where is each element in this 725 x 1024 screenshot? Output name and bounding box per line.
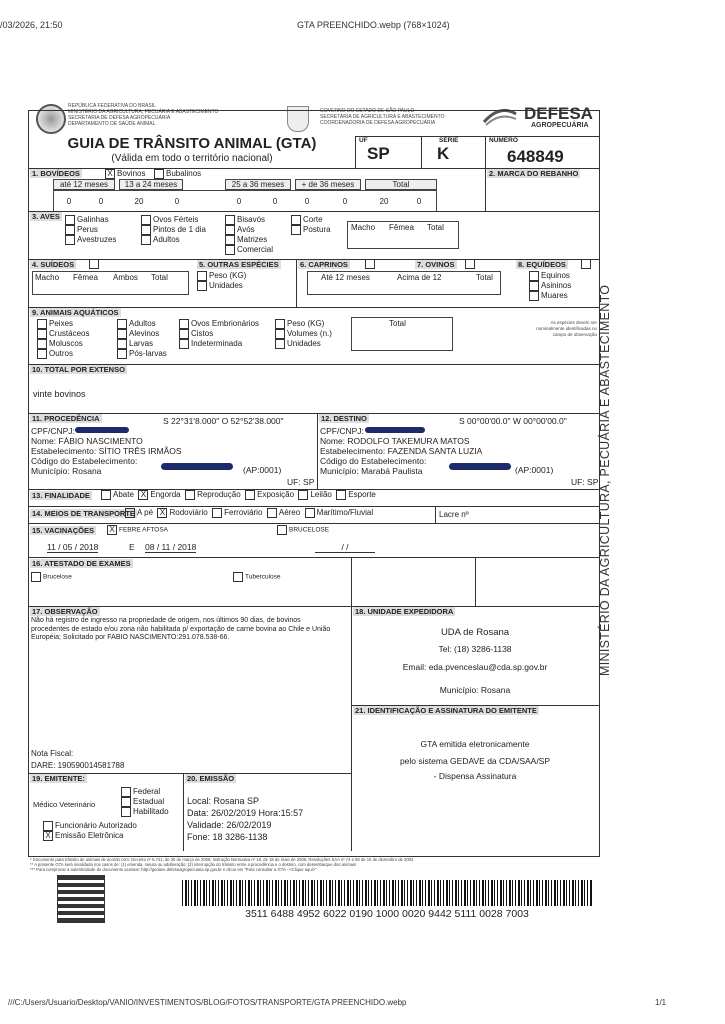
redacted-code-dest <box>449 463 511 470</box>
redacted-cpf-origin <box>75 427 129 433</box>
s3-galinhas: Galinhas <box>77 215 109 225</box>
s11-municipio: Município: Rosana <box>31 466 102 476</box>
s1-age-3: + de 36 meses <box>295 179 361 190</box>
s4-macho: Macho <box>35 273 60 282</box>
s9-total: Total <box>389 319 406 328</box>
footnote-2: ** A presente GTA será invalidada nos casos de: (1) emenda, rasura ou adulteração; (2) interrupção do trânsito entre a procedência e o destino, com desembarque dos animais <box>30 862 357 867</box>
s10-value: vinte bovinos <box>33 389 86 399</box>
print-file-path: ///C:/Users/Usuario/Desktop/VANIO/INVESTIMENTOS/BLOG/FOTOS/TRANSPORTE/GTA PREENCHIDO.webp <box>8 998 407 1007</box>
s19-emissao: Emissão Eletrônica <box>55 831 124 841</box>
redacted-code-origin <box>161 463 233 470</box>
s2-title: 2. MARCA DO REBANHO <box>489 169 579 178</box>
s3-corte: Corte <box>303 215 323 225</box>
s5-unidades: Unidades <box>209 281 243 291</box>
header-federal: REPÚBLICA FEDERATIVA DO BRASIL MINISTÉRIO DA AGRICULTURA, PECUÁRIA E ABASTECIMENTO SECRETARIA DE DEFESA AGROPECUÁRIA DEPARTAMENTO DE SAÚDE ANIMAL <box>68 103 219 127</box>
s9-cistos: Cistos <box>191 329 214 339</box>
side-ministry-text: MINISTÉRIO DA AGRICULTURA, PECUÁRIA E ABASTECIMENTO <box>598 284 612 676</box>
s4-title: 4. SUÍDEOS <box>32 260 75 269</box>
s15-title: 15. VACINAÇÕES <box>32 526 94 535</box>
s13-exposicao: Exposição <box>257 490 295 500</box>
s3-perus: Perus <box>77 225 98 235</box>
s1-value-2: 20 <box>134 197 144 206</box>
serie-value: K <box>437 144 450 163</box>
s17-title: 17. OBSERVAÇÃO <box>32 607 98 616</box>
s11-coords: S 22°31'8.000" O 52°52'38.000" <box>163 416 284 426</box>
print-file-title: GTA PREENCHIDO.webp (768×1024) <box>297 20 450 30</box>
s8-equinos: Equinos <box>541 271 570 281</box>
s11-cpf: CPF/CNPJ: <box>31 426 75 436</box>
s11-ap: (AP:0001) <box>243 465 282 475</box>
s19-federal: Federal <box>133 787 161 797</box>
s9-peixes: Peixes <box>49 319 74 329</box>
s10-title: 10. TOTAL POR EXTENSO <box>32 365 125 374</box>
s13-leilao: Leilão <box>310 490 332 500</box>
s15-date2: 08 / 11 / 2018 <box>145 542 197 552</box>
s14-title: 14. MEIOS DE TRANSPORTE <box>32 509 135 518</box>
s9-pos-larvas: Pós-larvas <box>129 349 167 359</box>
s18-title: 18. UNIDADE EXPEDIDORA <box>355 607 454 616</box>
s15-febre-aftosa: FEBRE AFTOSA <box>119 526 169 534</box>
s9-title: 9. ANIMAIS AQUÁTICOS <box>32 308 119 317</box>
s1-value-9: 0 <box>416 197 422 206</box>
s20-validade: Validade: 26/02/2019 <box>187 820 272 830</box>
s13-abate: Abate <box>113 490 134 500</box>
s15-brucelose: BRUCELOSE <box>289 526 330 534</box>
s1-value-5: 0 <box>272 197 278 206</box>
s8-title: 8. EQUÍDEOS <box>518 260 566 269</box>
s9-moluscos: Moluscos <box>49 339 83 349</box>
s3-avestruzes: Avestruzes <box>77 235 117 245</box>
s14-aereo: Aéreo <box>278 508 301 518</box>
s5-peso: Peso (KG) <box>209 271 247 281</box>
s5-title: 5. OUTRAS ESPÉCIES <box>199 260 279 269</box>
s19-title: 19. EMITENTE: <box>32 774 85 783</box>
s3-bisavos: Bisavós <box>237 215 266 225</box>
s3-adultos: Adultos <box>153 235 180 245</box>
s17-nota: Nota Fiscal: <box>31 749 74 758</box>
s3-title: 3. AVES <box>32 212 60 221</box>
s6-ate-12: Até 12 meses <box>321 273 370 282</box>
s1-value-6: 0 <box>304 197 310 206</box>
numero-label: NÚMERO <box>489 137 518 144</box>
s1-age-1: 13 a 24 meses <box>119 179 183 190</box>
s9-larvas: Larvas <box>129 339 154 349</box>
s1-value-1: 0 <box>98 197 104 206</box>
s9-note: As espécies devem ser nominalmente identificadas no campo de observação <box>536 320 597 337</box>
s1-bubalinos: Bubalinos <box>154 169 201 179</box>
s14-a-pe: A pé <box>137 508 154 518</box>
s13-reproducao: Reprodução <box>197 490 241 500</box>
s1-value-0: 0 <box>66 197 72 206</box>
s4-ambos: Ambos <box>113 273 138 282</box>
s8-asininos: Asininos <box>541 281 572 291</box>
uf-value: SP <box>367 144 390 163</box>
s13-title: 13. FINALIDADE <box>32 491 90 500</box>
s11-nome: Nome: FÁBIO NASCIMENTO <box>31 436 143 446</box>
gta-form: GUIA DE TRÂNSITO ANIMAL (GTA) (Válida em todo o território nacional) UF SP SÉRIE K NÚMERO 648849 1. BOVÍDEOS X Bovinos Bubalinos até 12 meses 13 a 24 meses 25 a 36 meses + de 36 meses Total 0 0 20 0 0 0 0 0 20 0 2. MARCA DO REBANHO 3. AVES Galinhas Perus Avestruzes Ovos Férteis Pintos de 1 dia Adultos Bisavós Avós Matrizes Comercial Corte Postura Macho Fêmea Total 4. SUÍDEOS Macho Fêmea Ambos Total 5. OUTRAS ESPÉCIES Peso (KG) Unidades 6. CAPRINOS Até 12 meses Acima de 12 Total 7. OVINOS 8. EQUÍDEOS Equinos Asininos Muares 9. ANIMAIS AQUÁTICOS Peixes Crustáceos Moluscos Outros Adultos Alevinos Larvas Pós-larvas Ovos Embrionários Cistos Indeterminada Peso (KG) Volumes (n.) Unidades Total As espécies devem ser nominalmente identificadas no campo de observação 10. TOTAL POR EXTENSO vinte bovinos 11. PROCEDÊNCIA S 22°31'8.000" O 52°52'38.000" CPF/CNPJ: Nome: FÁBIO NASCIMENTO Estabelecimento: SÍTIO TRÊS IRMÃOS Código do Estabelecimento: Município: Rosana (AP:0001) UF: SP 12. DESTINO S 00°00'00.0" W 00°00'00.0" CPF/CNPJ: Nome: RODOLFO TAKEMURA MATOS Estabelecimento: FAZENDA SANTA LUZIA Código do Estabelecimento: Município: Marabá Paulista (AP:0001) UF: SP 13. FINALIDADE Abate X Engorda Reprodução Exposição Leilão Esporte 14. MEIOS DE TRANSPORTE A pé X Rodoviário Ferroviário Aéreo Marítimo/Fluvial Lacre nº 15. VACINAÇÕES X FEBRE AFTOSA BRUCELOSE 11 / 05 / 2018 E 08 / 11 / 2018 / / 16. ATESTADO DE EXAMES Brucelose Tuberculose 17. OBSERVAÇÃO Não há registro de ingresso na propriedade de origem, nos últimos 90 dias, de bovinos procedentes de estado e/ou zona não habilitada p/ exportação de carne bovina ao Chile e União Européia; Solicitado por FABIO NASCIMENTO:291.078.538-66. Nota Fiscal: DARE: 190590014581788 18. UNIDADE EXPEDIDORA UDA de Rosana Tel: (18) 3286-1138 Email: eda.pvenceslau@cda.sp.gov.br Município: Rosana 21. IDENTIFICAÇÃO E ASSINATURA DO EMITENTE GTA emitida eletronicamente pelo sistema GEDAVE da CDA/SAA/SP - Dispensa Assinatura 19. EMITENTE: Médico Veterinário Federal Estadual Habilitado Funcionário Autorizado X Emissão Eletrônica 20. EMISSÃO Local: Rosana SP Data: 26/02/2019 Hora:15:57 Validade: 26/02/2019 Fone: 18 3286-1138 <box>28 110 600 857</box>
s17-text: Não há registro de ingresso na propriedade de origem, nos últimos 90 dias, de bovinos procedentes de estado e/ou zona não habilitada p/ exportação de carne bovina ao Chile e União Européia; Solicitado por FABIO NASCIMENTO:291.078.538-66. <box>31 617 331 641</box>
s13-esporte: Esporte <box>348 490 376 500</box>
numero-value: 648849 <box>507 147 564 166</box>
s12-cpf: CPF/CNPJ: <box>320 426 364 436</box>
header-state: GOVERNO DO ESTADO DE SÃO PAULO SECRETARIA DE AGRICULTURA E ABASTECIMENTO COORDENADORIA DE DEFESA AGROPECUÁRIA <box>320 108 445 126</box>
s8-muares: Muares <box>541 291 568 301</box>
s20-data: Data: 26/02/2019 Hora:15:57 <box>187 808 304 818</box>
s20-local: Local: Rosana SP <box>187 796 260 806</box>
s18-email: Email: eda.pvenceslau@cda.sp.gov.br <box>402 662 548 672</box>
s9-ovos: Ovos Embrionários <box>191 319 260 329</box>
s14-rodoviario: Rodoviário <box>169 508 208 518</box>
defesa-logo-sub: AGROPECUÁRIA <box>531 122 589 129</box>
s20-title: 20. EMISSÃO <box>187 774 235 783</box>
s12-uf: UF: SP <box>571 477 599 487</box>
s9-indeterminada: Indeterminada <box>191 339 243 349</box>
form-subtitle: (Válida em todo o território nacional) <box>111 153 273 164</box>
s12-ap: (AP:0001) <box>515 465 554 475</box>
s13-engorda: Engorda <box>150 490 181 500</box>
s1-value-4: 0 <box>236 197 242 206</box>
s15-date1: 11 / 05 / 2018 <box>47 542 99 552</box>
footnote-3: *** Para comprovar a autenticidade do documento acessar: http://gedave.defesaagropecuaria.sp.gov.br e clicar em "Para consultar a GTA - <Clique aqui>" <box>30 867 317 872</box>
s21-line2: pelo sistema GEDAVE da CDA/SAA/SP <box>399 756 551 766</box>
s3-comercial: Comercial <box>237 245 274 255</box>
s21-line1: GTA emitida eletronicamente <box>420 739 530 749</box>
s19-habilitado: Habilitado <box>133 807 169 817</box>
s3-postura: Postura <box>303 225 331 235</box>
s1-value-7: 0 <box>342 197 348 206</box>
s11-estab: Estabelecimento: SÍTIO TRÊS IRMÃOS <box>31 446 182 456</box>
s15-date3: / / <box>315 542 375 553</box>
s4-femea: Fêmea <box>73 273 98 282</box>
s9-volumes: Volumes (n.) <box>287 329 332 339</box>
s19-medico: Médico Veterinário <box>33 800 96 809</box>
s6-total: Total <box>476 273 493 282</box>
s1-age-4: Total <box>365 179 437 190</box>
s3-matrizes: Matrizes <box>237 235 268 245</box>
form-title: GUIA DE TRÂNSITO ANIMAL (GTA) <box>67 135 317 152</box>
s18-municipio: Município: Rosana <box>439 685 511 695</box>
s6-acima-12: Acima de 12 <box>397 273 442 282</box>
s1-age-0: até 12 meses <box>53 179 115 190</box>
s3-macho: Macho <box>351 223 376 232</box>
s1-value-8: 20 <box>379 197 389 206</box>
footnote-1: * Documento para trânsito de animais de acordo com: Decreto nº 5.741, de 30 de março de 2006; Instrução Normativa nº 18, de 18 de maio de 2006; Resoluções SAA nº 74 e 80 de 15 de dezembro de 2002 <box>30 857 414 862</box>
s1-value-3: 0 <box>174 197 180 206</box>
s12-nome: Nome: RODOLFO TAKEMURA MATOS <box>320 436 470 446</box>
s21-title: 21. IDENTIFICAÇÃO E ASSINATURA DO EMITENTE <box>355 706 537 715</box>
s9-unidades: Unidades <box>287 339 321 349</box>
s3-pintos: Pintos de 1 dia <box>153 225 206 235</box>
s12-codigo: Código do Estabelecimento: <box>320 456 427 466</box>
barcode-icon <box>182 880 592 906</box>
s14-lacre: Lacre nº <box>439 510 469 519</box>
s1-age-2: 25 a 36 meses <box>225 179 291 190</box>
s16-brucelose: Brucelose <box>43 573 72 581</box>
s11-uf: UF: SP <box>287 477 315 487</box>
serie-label: SÉRIE <box>439 137 459 144</box>
s11-title: 11. PROCEDÊNCIA <box>32 414 100 423</box>
s12-title: 12. DESTINO <box>321 414 367 423</box>
s16-title: 16. ATESTADO DE EXAMES <box>32 559 131 568</box>
s19-funcionario: Funcionário Autorizado <box>55 821 137 831</box>
s9-crustaceos: Crustáceos <box>49 329 90 339</box>
s14-ferroviario: Ferroviário <box>224 508 263 518</box>
s19-estadual: Estadual <box>133 797 165 807</box>
s9-alevinos: Alevinos <box>129 329 160 339</box>
s3-femea: Fêmea <box>389 223 414 232</box>
s15-e: E <box>129 542 135 552</box>
s14-maritimo: Marítimo/Fluvial <box>316 508 374 518</box>
s9-outros: Outros <box>49 349 74 359</box>
s18-unidade: UDA de Rosana <box>440 627 510 638</box>
s12-municipio: Município: Marabá Paulista <box>320 466 423 476</box>
uf-label: UF <box>359 137 368 144</box>
s12-estab: Estabelecimento: FAZENDA SANTA LUZIA <box>320 446 483 456</box>
s3-avos: Avós <box>237 225 255 235</box>
s16-tuberculose: Tuberculose <box>245 573 281 581</box>
s9-adultos: Adultos <box>129 319 156 329</box>
redacted-cpf-dest <box>365 427 425 433</box>
s3-total: Total <box>427 223 444 232</box>
s6-title: 6. CAPRINOS <box>300 260 348 269</box>
s11-codigo: Código do Estabelecimento: <box>31 456 138 466</box>
s17-dare: DARE: 190590014581788 <box>31 761 125 770</box>
print-timestamp: /03/2026, 21:50 <box>0 20 63 30</box>
print-page-count: 1/1 <box>655 998 667 1007</box>
s9-peso: Peso (KG) <box>287 319 325 329</box>
s3-ovos-ferteis: Ovos Férteis <box>153 215 199 225</box>
qr-code-icon <box>57 875 105 923</box>
s1-title: 1. BOVÍDEOS <box>32 169 80 178</box>
s18-tel: Tel: (18) 3286-1138 <box>438 644 512 654</box>
s20-fone: Fone: 18 3286-1138 <box>187 832 268 842</box>
barcode-number: 3511 6488 4952 6022 0190 1000 0020 9442 5111 0028 7003 <box>245 908 529 920</box>
s7-title: 7. OVINOS <box>417 260 455 269</box>
s1-bovinos: X Bovinos <box>105 169 145 179</box>
defesa-logo-text: DEFESA <box>524 104 593 123</box>
s12-coords: S 00°00'00.0" W 00°00'00.0" <box>459 416 567 426</box>
s4-total: Total <box>151 273 168 282</box>
s21-line3: - Dispensa Assinatura <box>433 771 517 781</box>
